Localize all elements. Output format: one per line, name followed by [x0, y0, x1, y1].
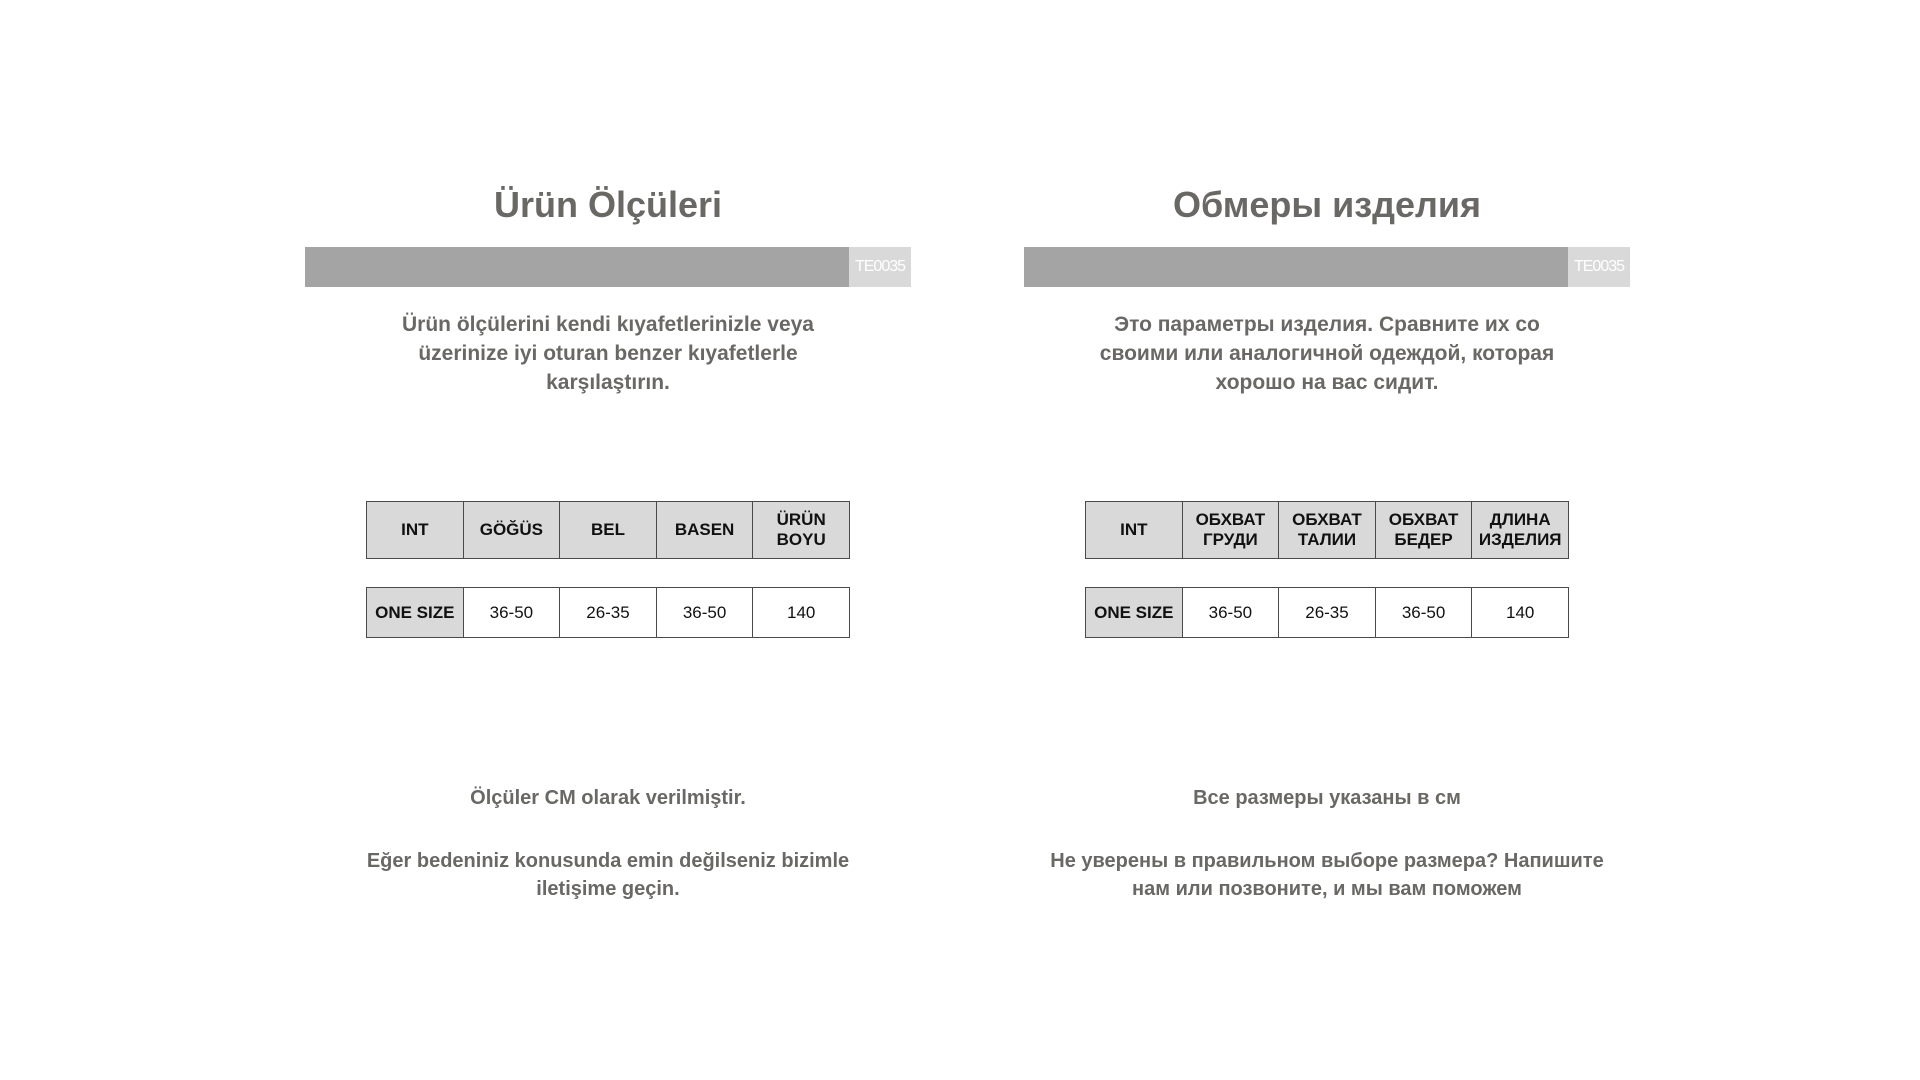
intro-text: Ürün ölçülerini kendi kıyafetlerinizle veya üzerinize iyi oturan benzer kıyafetlerle karşılaştırın.	[402, 313, 814, 394]
size-header-table	[1085, 501, 1569, 559]
value-cell-length: 140	[1472, 588, 1569, 638]
size-value-table	[366, 587, 850, 638]
units-note: Ölçüler CM olarak verilmiştir.	[470, 787, 746, 809]
header-cell-length: ДЛИНА ИЗДЕЛИЯ	[1472, 502, 1569, 559]
intro-text: Это параметры изделия. Сравните их со своими или аналогичной одеждой, которая хорошо на вас сидит.	[1099, 313, 1555, 394]
table-row	[367, 502, 850, 559]
title-bar	[305, 247, 849, 287]
header-cell-length: ÜRÜN BOYU	[753, 502, 850, 559]
size-header-table	[366, 501, 850, 559]
panel-title: Обмеры изделия	[1172, 184, 1482, 225]
size-label-cell: ONE SIZE	[367, 588, 464, 638]
panel-title: Ürün Ölçüleri	[493, 184, 723, 225]
table-row	[1086, 502, 1569, 559]
size-value-table	[1085, 587, 1569, 638]
table-row	[367, 588, 850, 638]
header-cell-hips: ОБХВАТ БЕДЕР	[1375, 502, 1472, 559]
product-code: TE0035	[849, 247, 911, 287]
value-cell-length: 140	[753, 588, 850, 638]
value-cell-waist: 26-35	[560, 588, 657, 638]
header-cell-waist: BEL	[560, 502, 657, 559]
header-cell-int: INT	[1086, 502, 1183, 559]
title-bar	[1024, 247, 1568, 287]
contact-note: Eğer bedeniniz konusunda emin değilseniz bizimle iletişime geçin.	[366, 850, 850, 900]
header-cell-hips: BASEN	[656, 502, 753, 559]
header-cell-int: INT	[367, 502, 464, 559]
value-cell-waist: 26-35	[1279, 588, 1376, 638]
header-cell-chest: GÖĞÜS	[463, 502, 560, 559]
value-cell-hips: 36-50	[1375, 588, 1472, 638]
value-cell-chest: 36-50	[1182, 588, 1279, 638]
units-note: Все размеры указаны в см	[1193, 787, 1461, 809]
contact-note: Не уверены в правильном выборе размера? Напишите нам или позвоните, и мы вам поможем	[1050, 850, 1604, 900]
header-cell-waist: ОБХВАТ ТАЛИИ	[1279, 502, 1376, 559]
header-cell-chest: ОБХВАТ ГРУДИ	[1182, 502, 1279, 559]
product-code: TE0035	[1568, 247, 1630, 287]
value-cell-chest: 36-50	[463, 588, 560, 638]
turkish-panel	[305, 0, 911, 1080]
size-label-cell: ONE SIZE	[1086, 588, 1183, 638]
value-cell-hips: 36-50	[656, 588, 753, 638]
table-row	[1086, 588, 1569, 638]
russian-panel	[1024, 0, 1630, 1080]
